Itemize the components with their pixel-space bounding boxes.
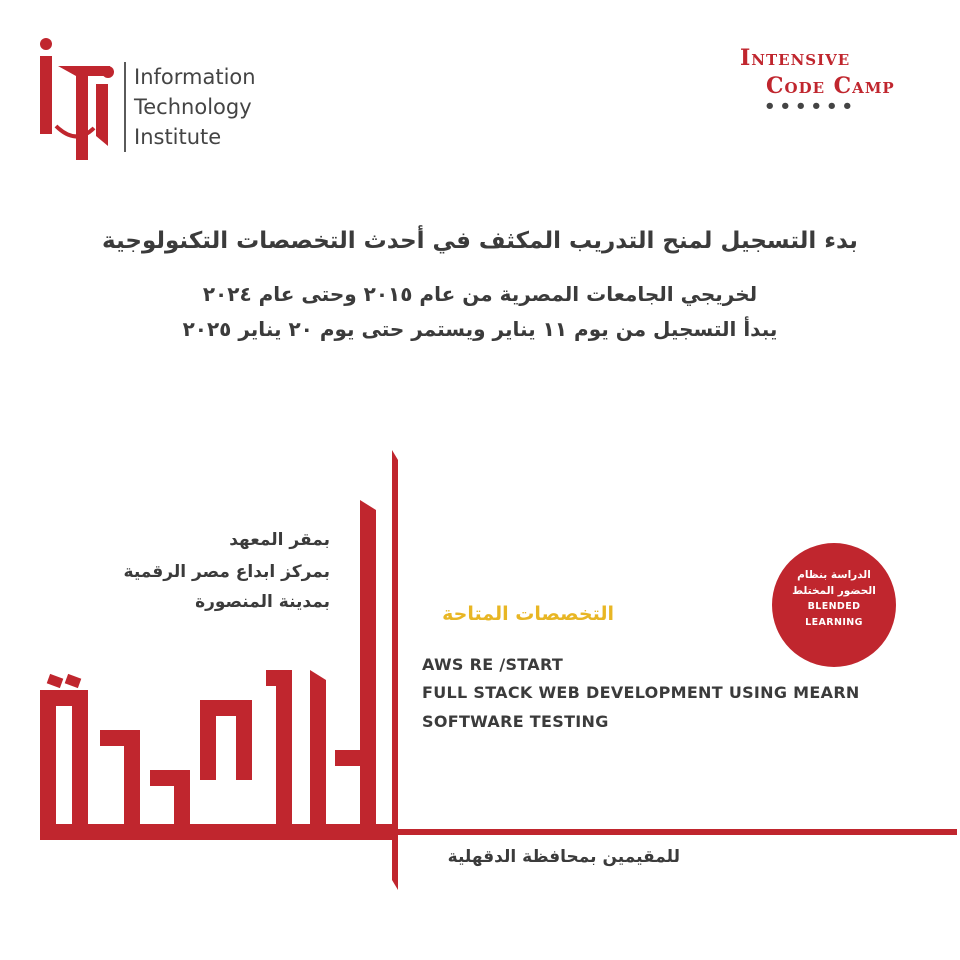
badge-ar-line-2: الحضور المختلط bbox=[792, 585, 876, 597]
divider-line bbox=[395, 829, 957, 835]
institute-name bbox=[124, 62, 304, 152]
camp-line-2: Code Camp bbox=[766, 73, 895, 99]
eligibility-text: لخريجي الجامعات المصرية من عام ٢٠١٥ وحتى عام ٢٠٢٤ bbox=[202, 282, 758, 306]
specialty-item: SOFTWARE TESTING bbox=[422, 712, 609, 731]
badge-en-line-2: LEARNING bbox=[805, 617, 863, 628]
institute-line-2: Technology bbox=[134, 95, 252, 119]
city-name-calligraphy bbox=[30, 450, 415, 900]
blended-learning-badge bbox=[772, 543, 896, 667]
specialties-title: التخصصات المتاحة bbox=[442, 603, 614, 625]
camp-dots: •••••• bbox=[764, 96, 858, 117]
headline: بدء التسجيل لمنح التدريب المكثف في أحدث التخصصات التكنولوجية bbox=[102, 228, 858, 254]
camp-line-1: Intensive bbox=[740, 45, 851, 71]
institute-line-1: Information bbox=[134, 65, 256, 89]
location-line-2: بمركز ابداع مصر الرقمية bbox=[123, 562, 330, 582]
specialty-item: FULL STACK WEB DEVELOPMENT USING MEARN bbox=[422, 683, 860, 702]
iti-logo-icon bbox=[36, 36, 116, 160]
intensive-code-camp-logo bbox=[740, 44, 920, 117]
specialty-item: AWS RE /START bbox=[422, 655, 564, 674]
institute-line-3: Institute bbox=[134, 125, 222, 149]
location-line-3: بمدينة المنصورة bbox=[195, 592, 330, 612]
badge-en-line-1: BLENDED bbox=[807, 601, 861, 612]
residents-note: للمقيمين بمحافظة الدقهلية bbox=[447, 847, 680, 867]
badge-ar-line-1: الدراسة بنظام bbox=[797, 569, 871, 581]
registration-dates: يبدأ التسجيل من يوم ١١ يناير ويستمر حتى يوم ٢٠ يناير ٢٠٢٥ bbox=[182, 317, 778, 341]
location-line-1: بمقر المعهد bbox=[229, 530, 330, 550]
